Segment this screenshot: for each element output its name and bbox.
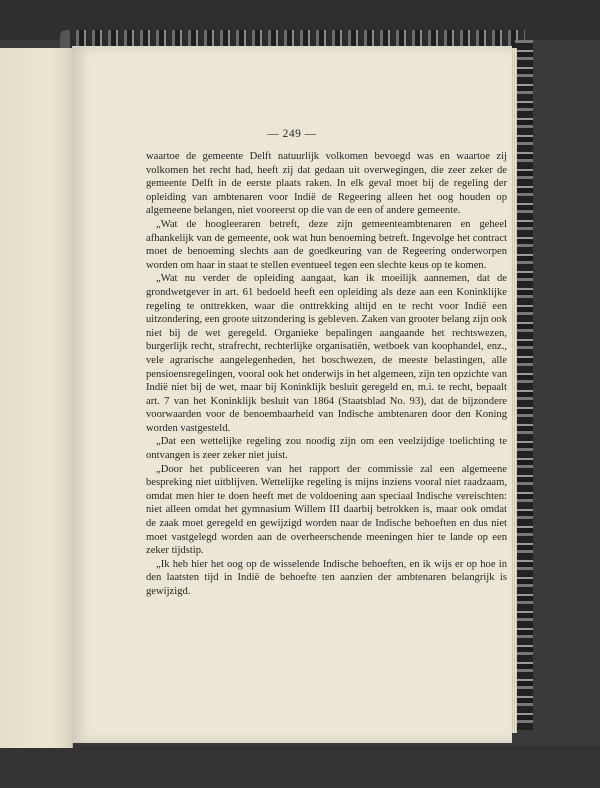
body-text [146, 150, 507, 599]
paragraph: „Wat nu verder de opleiding aangaat, kan ik moeilijk aannemen, dat de grondwetgever in art. 61 bedoeld heeft een opleiding als deze aan een Koninklijke regeling te onttrekken, waar die onttrekking altijd en te recht voor Indië een uitzondering, een groote uitzondering is gebleven. Zaken van grooter belang zijn ook niet bij de wet geregeld. Organieke bepalingen aangaande het rechtswezen, burgerlijk recht, strafrecht, rechterlijke organisatiën, wetboek van koophandel, enz., vele agrarische aangelegenheden, het boschwezen, de meeste belastingen, alle pensioensregelingen, vooral ook het onderwijs in het algemeen, zijn ten opzichte van Indië niet bij de wet, maar bij Koninklijk besluit geregeld en, m.i. te recht, bepaalt art. 7 van het Koninklijk besluit van 1864 (Staatsblad No. 93), dat de bijzondere voorwaarden voor de benoembaarheid van Indische ambtenaren door den Koning worden vastgesteld. [146, 273, 507, 434]
paragraph: „Wat de hoogleeraren betreft, deze zijn gemeenteambtenaren en geheel afhankelijk van de gemeente, ook wat hun benoeming betreft. Ingevolge het contract moet de benoeming slechts aan de goedkeuring van de Regeering onderworpen worden om haar in staat te stellen eventueel tegen een slechte keus op te komen. [146, 218, 507, 271]
left-page [0, 48, 73, 748]
paragraph: waartoe de gemeente Delft natuurlijk volkomen bevoegd was en waartoe zij volkomen het recht had, heeft zij dat gedaan uit overwegingen, die zeer zeker de gemeente Delft in de eerste plaats raken. In elk geval moet bij de regeling der opleiding van ambtenaren voor Indië de Regeering alleen het oog houden op algemeene belangen, niet vooreerst op die van de een of andere gemeente. [146, 151, 507, 217]
paragraph: „Dat een wettelijke regeling zou noodig zijn om een veelzijdige toelichting te ontvangen is zeer zeker niet juist. [146, 436, 507, 462]
page-number: — 249 — [267, 128, 317, 140]
background-bottom [0, 745, 600, 788]
book-page [72, 46, 512, 743]
paragraph: „Door het publiceeren van het rapport der commissie zal een algemeene bespreking niet uitblijven. Wettelijke regeling is mijns inziens vooral niet raadzaam, omdat men hier te doen heeft met de voldoening aan speciaal Indische vereischten: niet alleen omdat het gymnasium Willem III daarbij betrokken is, maar ook omdat de zaak moet geregeld en gewijzigd worden naar de Indische behoeften en dus niet moet vastgelegd worden aan de overheerschende meeningen hier te lande op een zeker tijdstip. [146, 463, 507, 557]
paragraph: „Ik heb hier het oog op de wisselende Indische behoeften, en ik wijs er op hoe in den laatsten tijd in Indië de behoefte ten aanzien der ambtenaren belangrijk is gewijzigd. [146, 558, 507, 597]
marbled-cover-right [515, 40, 533, 730]
